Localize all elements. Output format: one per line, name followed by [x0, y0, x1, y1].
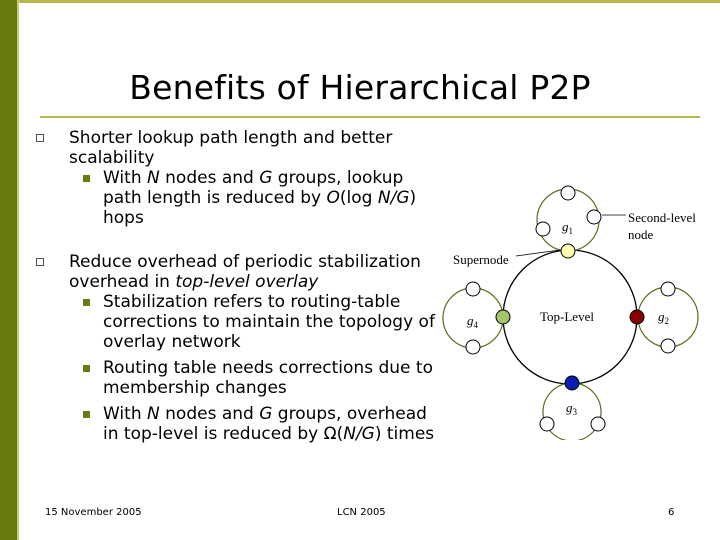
group-label-letter: g [658, 309, 665, 324]
group-label-subscript: 4 [473, 320, 478, 330]
left-accent-bar [0, 0, 17, 540]
sub-bullet-routing-table [36, 358, 446, 398]
second-level-node-label: node [628, 227, 654, 242]
footer-conference: LCN 2005 [337, 507, 386, 518]
var-g: G [259, 168, 273, 188]
filled-square-bullet-icon [83, 411, 90, 418]
group-g4-label [467, 313, 479, 330]
group-g1-label [562, 219, 573, 236]
supernode-label: Supernode [453, 252, 509, 267]
text-span: Routing table needs corrections due to membership changes [103, 358, 433, 398]
bullet-text: Shorter lookup path length and better scalability [69, 128, 393, 168]
text-span: Stabilization refers to routing-table corrections to maintain the topology of overlay network [103, 292, 435, 352]
var-n: N [147, 404, 160, 424]
top-rule [19, 0, 720, 3]
second-level-node [536, 222, 550, 236]
second-level-node [587, 210, 601, 224]
filled-square-bullet-icon [83, 175, 90, 182]
supernode-g3 [565, 376, 579, 390]
sub-bullet-overhead-reduction [36, 404, 446, 444]
supernode-g4 [496, 310, 510, 324]
var-n: N [147, 168, 160, 188]
text-span: groups, lookup path length is reduced by [103, 168, 404, 208]
sub-bullet-stabilization [36, 292, 446, 352]
second-level-node [466, 340, 480, 354]
bullet-scalability [36, 128, 446, 168]
top-level-label: Top-Level [540, 309, 594, 324]
second-level-node-label: Second-level [628, 210, 696, 225]
bullet-overhead [36, 252, 446, 292]
sub-bullet-lookup [36, 168, 446, 228]
page-number: 6 [668, 507, 675, 518]
text-span: With [103, 168, 148, 188]
var-ng: N/G [343, 424, 375, 444]
text-span: (log [339, 188, 378, 208]
hierarchical-p2p-diagram [440, 180, 710, 440]
text-span: ) times [374, 424, 435, 444]
group-label-letter: g [467, 313, 474, 328]
group-g2-label [658, 309, 669, 326]
left-accent-stripe [17, 0, 19, 540]
text-span: ) hops [103, 188, 417, 228]
supernode-g1 [561, 244, 575, 258]
group-label-subscript: 1 [568, 226, 573, 236]
second-level-node [591, 417, 605, 431]
slide-title: Benefits of Hierarchical P2P [129, 68, 591, 107]
filled-square-bullet-icon [83, 299, 90, 306]
second-level-node [466, 282, 480, 296]
filled-square-bullet-icon [83, 365, 90, 372]
var-g: G [259, 404, 273, 424]
text-span: Ω( [323, 424, 344, 444]
title-rule [40, 116, 700, 118]
second-level-node [561, 186, 575, 200]
supernode-callout-line [516, 250, 560, 256]
group-label-subscript: 2 [664, 316, 669, 326]
group-label-letter: g [566, 400, 573, 415]
text-span: nodes and [159, 404, 260, 424]
footer-date: 15 November 2005 [45, 507, 142, 518]
group-g3-label [566, 400, 578, 417]
square-bullet-icon [36, 134, 44, 142]
emphasis-text: top-level overlay [175, 272, 319, 292]
square-bullet-icon [36, 258, 44, 266]
text-span: nodes and [159, 168, 260, 188]
text-span: groups, overhead in top-level is reduced by [103, 404, 427, 444]
var-o: O [326, 188, 340, 208]
group-label-letter: g [562, 219, 569, 234]
group-label-subscript: 3 [572, 407, 577, 417]
bullet-list [36, 128, 446, 444]
text-span: Reduce overhead of periodic stabilization overhead in [69, 252, 421, 292]
var-ng: N/G [377, 188, 410, 208]
second-level-node [540, 417, 554, 431]
second-level-node [661, 339, 675, 353]
second-level-node [661, 282, 675, 296]
supernode-g2 [630, 310, 644, 324]
text-span: With [103, 404, 148, 424]
